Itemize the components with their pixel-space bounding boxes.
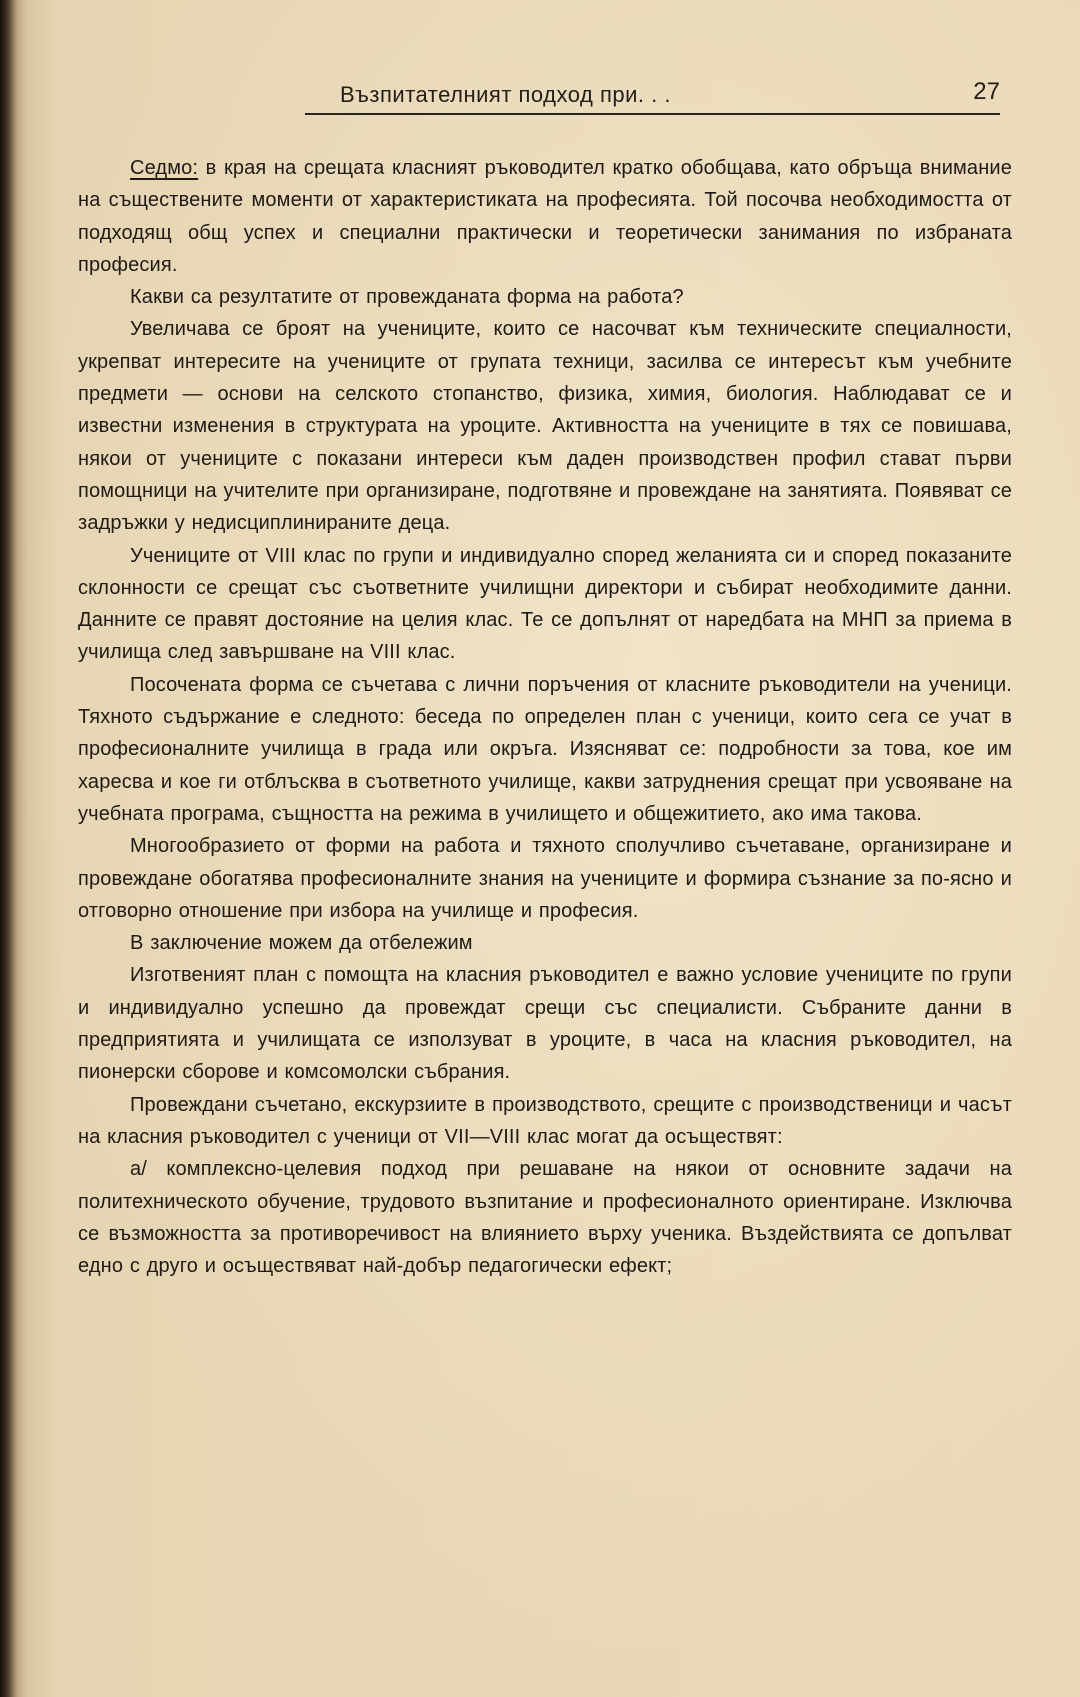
paragraph: Увеличава се броят на учениците, които се насочват към техническите специалности, укрепват интересите на учениците от групата техници, засилва се интересът към учебните предмети — основи на селското стопанство, физика, химия, биология. Наблюдават се и известни изменения в структурата на уроците. Активността на учениците в тях се повишава, някои от учениците с показани интереси към даден производствен профил стават първи помощници на учителите при организиране, подготвяне и провеждане на занятията. Появяват се задръжки у недисциплинираните деца. (78, 318, 1012, 535)
running-title: Възпитателният подход при. . . (340, 82, 671, 107)
paragraph-lead-label: Седмо: (130, 157, 199, 179)
paragraph: Многообразието от форми на работа и тяхното сполучливо съчетаване, организиране и провеждане обогатява професионалните знания на учениците и формира съзнание за по-ясно и отговорно отношение при избора на училище и професия. (78, 835, 1012, 922)
paragraph: Учениците от VIII клас по групи и индивидуално според желанията си и според показаните склонности се срещат със съответните училищни директори и събират необходимите данни. Данните се правят достояние на целия клас. Те се допълнят от наредбата на МНП за приема в училища след завършване на VIII клас. (78, 544, 1012, 664)
paragraph: Провеждани съчетано, екскурзиите в производството, срещите с производственици и часът на класния ръководител с ученици от VII—VIII клас могат да осъществят: (78, 1093, 1012, 1148)
paragraph: Какви са резултатите от провежданата форма на работа? (130, 286, 684, 309)
page-number: 27 (973, 78, 1000, 105)
spine-shadow (0, 0, 18, 1697)
paragraph: Посочената форма се съчетава с лични поръчения от класните ръководители на ученици. Тяхното съдържание е следното: беседа по определен план с ученици, които сега се учат в професионалните училища в града или окръга. Изясняват се: подробности за това, кое им харесва и кое ги отблъсква в съответното училище, какви затруднения срещат при усвояване на учебната програма, същността на режима в училището и общежитието, ако има такова. (78, 673, 1012, 825)
body-text (78, 152, 1012, 1282)
paragraph (78, 152, 1012, 281)
paragraph: В заключение можем да отбележим (130, 932, 473, 955)
header-rule (305, 113, 1000, 115)
paragraph-text: в края на срещата класният ръководител кратко обобщава, като обръща внимание на съществените моменти от характеристиката на професията. Той посочва необходимостта от подходящ общ успех и специални практически и теоретически занимания по избраната професия. (78, 157, 1012, 276)
paragraph: а/ комплексно-целевия подход при решаване на някои от основните задачи на политехническото обучение, трудовото възпитание и професионалното ориентиране. Изключва се възможността за противоречивост на влиянието върху ученика. Въздействията се допълват едно с друго и осъществяват най-добър педагогически ефект; (78, 1158, 1012, 1278)
paragraph: Изготвеният план с помощта на класния ръководител е важно условие учениците по групи и индивидуално успешно да провеждат срещи със специалисти. Събраните данни в предприятията и училищата се използуват в уроците, в часа на класния ръководител, на пионерски сборове и комсомолски събрания. (78, 964, 1012, 1084)
page-header (305, 78, 1000, 118)
